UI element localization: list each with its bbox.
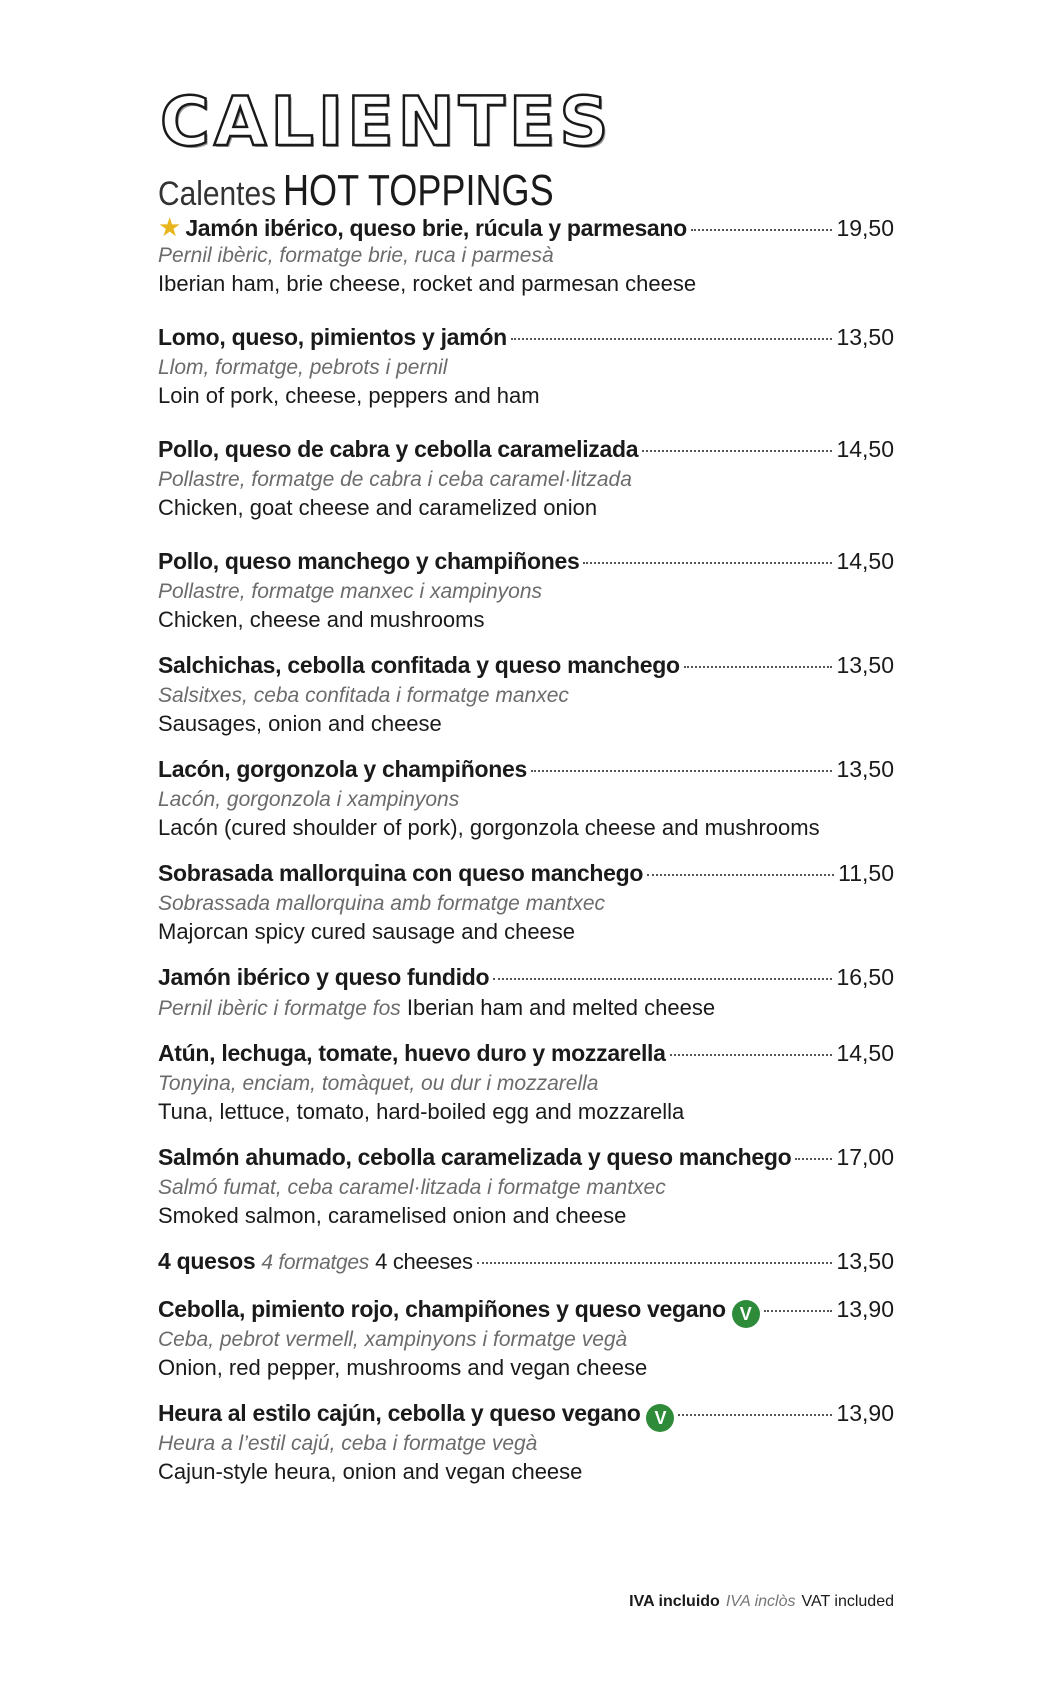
dot-leader [670,1054,833,1056]
menu-item [158,1248,894,1278]
item-name: Jamón ibérico, queso brie, rúcula y parmesano [185,215,687,241]
item-name-catalan: Sobrassada mallorquina amb formatge mantxec [158,892,606,915]
item-name-catalan: Pollastre, formatge manxec i xampinyons [158,580,542,603]
item-price: 14,50 [836,436,894,462]
item-name-catalan: 4 formatges [261,1251,369,1274]
menu-item [158,1144,894,1230]
item-name-english: 4 cheeses [375,1249,473,1274]
vat-note-english: VAT included [801,1593,894,1610]
dot-leader [647,874,834,876]
item-name-catalan: Heura a l’estil cajú, ceba i formatge vegà [158,1432,538,1455]
item-name: Pollo, queso manchego y champiñones [158,548,580,574]
menu-item [158,212,894,298]
vat-note [629,1593,894,1611]
section-title: CALIENTES [160,83,613,162]
item-price: 11,50 [838,860,894,886]
item-name-catalan: Salsitxes, ceba confitada i formatge manxec [158,684,569,707]
menu-item [158,548,894,634]
item-name-catalan: Pollastre, formatge de cabra i ceba caramel·litzada [158,468,632,491]
vegan-leaf-icon: V [732,1300,760,1328]
menu-item [158,964,894,1023]
item-price: 16,50 [836,964,894,990]
item-name-english: Chicken, cheese and mushrooms [158,607,485,632]
vat-note-catalan: IVA inclòs [725,1593,796,1610]
item-name-english: Chicken, goat cheese and caramelized onion [158,495,598,520]
menu-item [158,860,894,946]
vegan-leaf-icon: V [646,1404,674,1432]
subtitle-catalan: Calentes [158,175,277,213]
item-price: 13,90 [836,1296,894,1322]
item-name: Salmón ahumado, cebolla caramelizada y queso manchego [158,1144,792,1170]
dot-leader [493,978,832,980]
vat-note-spanish: IVA incluido [629,1593,720,1610]
dot-leader [511,338,833,340]
item-name: Heura al estilo cajún, cebolla y queso vegano [158,1400,641,1426]
item-name: Pollo, queso de cabra y cebolla caramelizada [158,436,639,462]
item-price: 13,50 [836,652,894,678]
item-price: 13,90 [836,1400,894,1426]
item-name-spanish: 4 quesos [158,1248,256,1274]
item-name-catalan: Llom, formatge, pebrots i pernil [158,356,448,379]
menu-page [158,83,894,218]
item-name-catalan: Lacón, gorgonzola i xampinyons [158,788,460,811]
item-name: Jamón ibérico y queso fundido [158,964,490,990]
item-name-english: Tuna, lettuce, tomato, hard-boiled egg and mozzarella [158,1099,685,1124]
dot-leader [583,562,832,564]
item-name-catalan: Tonyina, enciam, tomàquet, ou dur i mozzarella [158,1072,599,1095]
section-subtitle [158,166,894,218]
item-name-english: Lacón (cured shoulder of pork), gorgonzola cheese and mushrooms [158,815,820,840]
item-name-english: Sausages, onion and cheese [158,711,442,736]
item-name: Sobrasada mallorquina con queso manchego [158,860,644,886]
item-name [158,1248,473,1275]
dot-leader [691,229,833,231]
item-name-catalan: Salmó fumat, ceba caramel·litzada i formatge mantxec [158,1176,666,1199]
item-price: 14,50 [836,548,894,574]
menu-item [158,652,894,738]
item-name: Salchichas, cebolla confitada y queso manchego [158,652,680,678]
item-price: 13,50 [836,324,894,350]
item-name-english: Iberian ham, brie cheese, rocket and parmesan cheese [158,271,697,296]
subtitle-english: HOT TOPPINGS [282,166,554,215]
item-name-english: Onion, red pepper, mushrooms and vegan cheese [158,1355,648,1380]
item-price: 13,50 [836,1248,894,1274]
item-name-catalan: Ceba, pebrot vermell, xampinyons i formatge vegà [158,1328,628,1351]
dot-leader [477,1262,833,1264]
item-name-english: Cajun-style heura, onion and vegan cheese [158,1459,583,1484]
item-price: 14,50 [836,1040,894,1066]
item-name-english: Smoked salmon, caramelised onion and cheese [158,1203,627,1228]
item-price: 17,00 [836,1144,894,1170]
dot-leader [531,770,832,772]
item-price: 19,50 [836,215,894,241]
item-name: Lomo, queso, pimientos y jamón [158,324,507,350]
dot-leader [684,666,833,668]
menu-item [158,756,894,842]
item-translations [158,994,894,1023]
item-name-english: Loin of pork, cheese, peppers and ham [158,383,540,408]
dot-leader [795,1158,832,1160]
menu-item [158,1040,894,1126]
dot-leader [642,450,832,452]
item-name: Cebolla, pimiento rojo, champiñones y queso vegano [158,1296,726,1322]
menu-item [158,436,894,522]
item-name-english: Iberian ham and melted cheese [406,995,716,1020]
item-name: Atún, lechuga, tomate, huevo duro y mozzarella [158,1040,666,1066]
item-name-catalan: Pernil ibèric, formatge brie, ruca i parmesà [158,244,554,267]
dot-leader [678,1414,832,1416]
menu-item [158,324,894,410]
menu-item [158,1296,894,1382]
item-name-catalan: Pernil ibèric i formatge fos [158,997,401,1020]
item-price: 13,50 [836,756,894,782]
star-icon: ★ [158,212,182,242]
item-name-english: Majorcan spicy cured sausage and cheese [158,919,576,944]
dot-leader [764,1310,833,1312]
menu-item [158,1400,894,1486]
item-name: Lacón, gorgonzola y champiñones [158,756,527,782]
